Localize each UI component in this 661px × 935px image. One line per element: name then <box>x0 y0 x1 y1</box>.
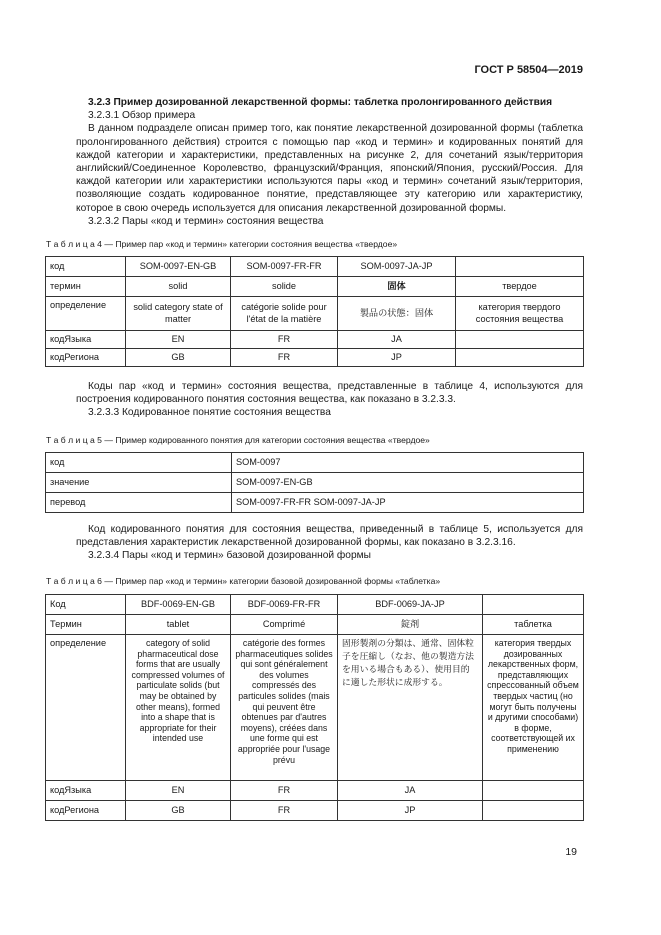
table-row <box>46 277 584 297</box>
table-cell: 固体 <box>338 277 456 297</box>
table-cell: определение <box>46 297 126 331</box>
table-cell: определение <box>46 635 126 781</box>
table-cell: EN <box>126 331 231 349</box>
table-cell: solid category state of matter <box>126 297 231 331</box>
table-cell: кодРегиона <box>46 349 126 367</box>
table-cell: JP <box>338 349 456 367</box>
table-cell: SOM-0097-FR-FR SOM-0097-JA-JP <box>232 493 584 513</box>
section-middle <box>76 380 583 420</box>
table-cell: FR <box>231 331 338 349</box>
table-row <box>46 331 584 349</box>
table-row <box>46 615 584 635</box>
page-number: 19 <box>565 846 577 858</box>
table-cell: FR <box>231 349 338 367</box>
table-4 <box>45 256 584 367</box>
table-cell: кодЯзыка <box>46 781 126 801</box>
table-cell: FR <box>231 781 338 801</box>
table-cell: Comprimé <box>231 615 338 635</box>
table-cell: твердое <box>456 277 584 297</box>
table-cell: SOM-0097 <box>232 453 584 473</box>
table-cell: JA <box>338 331 456 349</box>
table-cell: SOM-0097-FR-FR <box>231 257 338 277</box>
subsection-heading: 3.2.3.1 Обзор примера <box>88 110 196 122</box>
table-cell <box>456 257 584 277</box>
table-cell: BDF-0069-EN-GB <box>126 595 231 615</box>
paragraph: В данном подразделе описан пример того, как понятие лекарственной дозированной формы (таблетка пролонгированного действия) строится с помощью пар «код и термин» и кодированных понятий для каждой категории и характеристики, представленных на рисунке 2, для сочетаний язык/территория английский/Соединенное Королевство, французский/Франция, японский/Япония, русский/Россия. Для каждой категории или характеристики используются пары «код и термин» сочетаний язык/территория, позволяющие создать кодированное понятие, представляющее эту категорию или характеристику, которое в свою очередь используется для описания лекарственной дозированной формы. <box>76 123 583 214</box>
subsection-heading: 3.2.3.3 Кодированное понятие состояния вещества <box>88 407 331 419</box>
table-cell: JP <box>338 801 483 821</box>
table-cell <box>456 349 584 367</box>
table-caption: Т а б л и ц а 6 — Пример пар «код и термин» категории базовой дозированной формы «таблетка» <box>46 576 441 586</box>
table-row <box>46 493 584 513</box>
table-caption: Т а б л и ц а 4 — Пример пар «код и термин» категории состояния вещества «твердое» <box>46 239 398 249</box>
table-row <box>46 595 584 615</box>
table-cell: solide <box>231 277 338 297</box>
table-cell: кодРегиона <box>46 801 126 821</box>
table-cell: EN <box>126 781 231 801</box>
table-cell: категория твердых дозированных лекарственных форм, представляющих спрессованный объем твердых частиц (но могут быть получены и другими способами) в форме, соответствующей их применению <box>483 635 584 781</box>
table-row <box>46 257 584 277</box>
table-cell: catégorie des formes pharmaceutiques solides qui sont généralement des volumes compressés des particules solides (mais qui peuvent être obtenues par d'autres moyens), créées dans une forme qui est appropriée pour l'usage prévu <box>231 635 338 781</box>
table-cell <box>456 331 584 349</box>
table-cell: SOM-0097-EN-GB <box>126 257 231 277</box>
table-cell: SOM-0097-JA-JP <box>338 257 456 277</box>
table-row <box>46 453 584 473</box>
section-intro <box>76 96 583 228</box>
table-cell: перевод <box>46 493 232 513</box>
table-row <box>46 349 584 367</box>
table-cell <box>483 595 584 615</box>
table-row <box>46 635 584 781</box>
table-cell: код <box>46 257 126 277</box>
table-cell: код <box>46 453 232 473</box>
paragraph: Код кодированного понятия для состояния вещества, приведенный в таблице 5, используется для представления характеристик лекарственной дозированной формы, как показано в 3.2.3.16. <box>76 524 583 549</box>
paragraph: Коды пар «код и термин» состояния вещества, представленные в таблице 4, используются для построения кодированного понятия состояния вещества, как показано в 3.2.3.3. <box>76 381 583 406</box>
table-cell: SOM-0097-EN-GB <box>232 473 584 493</box>
table-cell: таблетка <box>483 615 584 635</box>
table-cell: JA <box>338 781 483 801</box>
table-cell: Код <box>46 595 126 615</box>
table-cell: FR <box>231 801 338 821</box>
table-6 <box>45 594 584 821</box>
section-heading: 3.2.3 Пример дозированной лекарственной формы: таблетка пролонгированного действия <box>88 97 553 108</box>
section-lower <box>76 523 583 563</box>
table-row <box>46 801 584 821</box>
table-row <box>46 473 584 493</box>
table-cell: 製品の状態：固体 <box>338 297 456 331</box>
table-cell: BDF-0069-FR-FR <box>231 595 338 615</box>
table-caption: Т а б л и ц а 5 — Пример кодированного понятия для категории состояния вещества «твердое» <box>46 435 430 445</box>
subsection-heading: 3.2.3.4 Пары «код и термин» базовой дозированной формы <box>88 550 371 562</box>
table-cell: GB <box>126 801 231 821</box>
table-cell: 錠剤 <box>338 615 483 635</box>
document-header: ГОСТ Р 58504—2019 <box>474 64 583 76</box>
table-cell: BDF-0069-JA-JP <box>338 595 483 615</box>
table-row <box>46 297 584 331</box>
table-cell: solid <box>126 277 231 297</box>
table-row <box>46 781 584 801</box>
table-cell <box>483 781 584 801</box>
subsection-heading: 3.2.3.2 Пары «код и термин» состояния вещества <box>88 215 324 227</box>
table-cell: GB <box>126 349 231 367</box>
table-cell: категория твердого состояния вещества <box>456 297 584 331</box>
table-cell: Термин <box>46 615 126 635</box>
table-5 <box>45 452 584 513</box>
table-cell: category of solid pharmaceutical dose forms that are usually compressed volumes of particulate solids (but may be obtained by other means), formed into a shape that is appropriate for their intended use <box>126 635 231 781</box>
table-cell: tablet <box>126 615 231 635</box>
table-cell <box>483 801 584 821</box>
table-cell: кодЯзыка <box>46 331 126 349</box>
table-cell: термин <box>46 277 126 297</box>
table-cell: catégorie solide pour l'état de la matière <box>231 297 338 331</box>
table-cell: 固形製剤の分類は、通常、固体粒子を圧縮し（なお、他の製造方法を用いる場合もある）、使用目的に適した形状に成形する。 <box>338 635 483 781</box>
table-cell: значение <box>46 473 232 493</box>
